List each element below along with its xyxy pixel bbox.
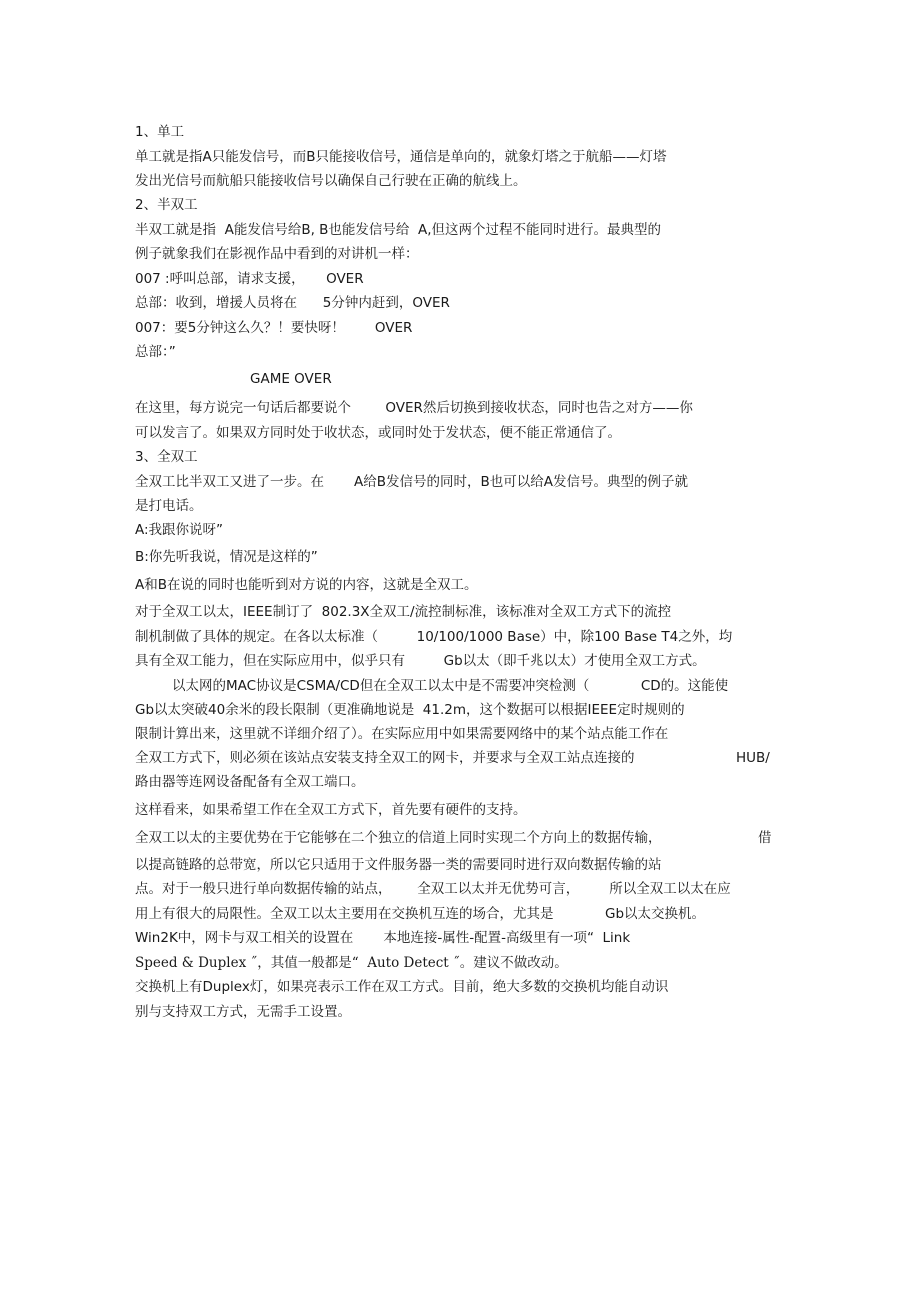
paragraph-line: 交换机上有Duplex灯，如果亮表示工作在双工方式。目前，绝大多数的交换机均能自动识 xyxy=(135,979,669,995)
dialogue-line: 总部：收到，增援人员将在 5分钟内赶到，OVER xyxy=(135,295,450,311)
paragraph-line: 这样看来，如果希望工作在全双工方式下，首先要有硬件的支持。 xyxy=(135,802,527,818)
paragraph-line: 制机制做了具体的规定。在各以太标准（ 10/100/1000 Base）中，除100 Base T4之外，均 xyxy=(135,629,733,645)
dialogue-line: B:你先听我说，情况是这样的” xyxy=(135,549,318,565)
paragraph-line: 限制计算出来，这里就不详细介绍了）。在实际应用中如果需要网络中的某个站点能工作在 xyxy=(135,726,669,742)
paragraph-line: 别与支持双工方式，无需手工设置。 xyxy=(135,1004,351,1020)
paragraph-line: 用上有很大的局限性。全双工以太主要用在交换机互连的场合，尤其是 Gb以太交换机。 xyxy=(135,906,706,922)
paragraph-line: 路由器等连网设备配备有全双工端口。 xyxy=(135,774,365,790)
paragraph-line: Win2K中，网卡与双工相关的设置在 本地连接-属性-配置-高级里有一项“ Link xyxy=(135,930,631,946)
paragraph-line: 全双工比半双工又进了一步。在 A给B发信号的同时，B也可以给A发信号。典型的例子就 xyxy=(135,474,689,490)
dialogue-line: A:我跟你说呀” xyxy=(135,522,224,538)
paragraph-line: Gb以太突破40余米的段长限制（更准确地说是 41.2m，这个数据可以根据IEEE定时规则的 xyxy=(135,702,685,718)
heading-half-duplex: 2、半双工 xyxy=(135,197,198,213)
paragraph-line: 半双工就是指 A能发信号给B, B也能发信号给 A,但这两个过程不能同时进行。最典型的 xyxy=(135,222,662,238)
paragraph-line: 点。对于一般只进行单向数据传输的站点， 全双工以太并无优势可言， 所以全双工以太在应 xyxy=(135,881,731,897)
paragraph-line: 发出光信号而航船只能接收信号以确保自己行驶在正确的航线上。 xyxy=(135,173,527,189)
paragraph-line: 可以发言了。如果双方同时处于收状态，或同时处于发状态，便不能正常通信了。 xyxy=(135,425,621,441)
paragraph-line: 全双工方式下，则必须在该站点安装支持全双工的网卡，并要求与全双工站点连接的 xyxy=(135,750,635,766)
paragraph-line: 单工就是指A只能发信号，而B只能接收信号，通信是单向的，就象灯塔之于航船——灯塔 xyxy=(135,149,667,165)
paragraph-line: A和B在说的同时也能听到对方说的内容，这就是全双工。 xyxy=(135,577,478,593)
dialogue-line-game-over: GAME OVER xyxy=(250,371,332,387)
paragraph-line: 是打电话。 xyxy=(135,498,203,514)
paragraph-line: 在这里，每方说完一句话后都要说个 OVER然后切换到接收状态，同时也告之对方——你 xyxy=(135,400,693,416)
dialogue-line: 总部：” xyxy=(135,344,176,360)
dialogue-line: 007 :呼叫总部，请求支援， OVER xyxy=(135,271,364,287)
paragraph-line: 例子就象我们在影视作品中看到的对讲机一样： xyxy=(135,246,419,262)
heading-full-duplex: 3、全双工 xyxy=(135,449,198,465)
paragraph-line: 以提高链路的总带宽，所以它只适用于文件服务器一类的需要同时进行双向数据传输的站 xyxy=(135,857,662,873)
paragraph-line: Speed & Duplex ˝，其值一般都是“ Auto Detect ˝。建议不做改动。 xyxy=(135,955,568,971)
paragraph-line: 对于全双工以太，IEEE制订了 802.3X全双工/流控制标准，该标准对全双工方式下的流控 xyxy=(135,604,672,620)
paragraph-line-tail: HUB/ xyxy=(736,750,770,766)
paragraph-line: 全双工以太的主要优势在于它能够在二个独立的信道上同时实现二个方向上的数据传输， xyxy=(135,830,662,846)
heading-simplex: 1、单工 xyxy=(135,124,185,140)
dialogue-line: 007：要5分钟这么久？！要快呀！ OVER xyxy=(135,320,413,336)
paragraph-line-tail: 借 xyxy=(758,830,772,846)
paragraph-line-indented: 以太网的MAC协议是CSMA/CD但在全双工以太中是不需要冲突检测（ CD的。这能使 xyxy=(172,678,729,694)
paragraph-line: 具有全双工能力，但在实际应用中，似乎只有 Gb以太（即千兆以太）才使用全双工方式。 xyxy=(135,653,706,669)
